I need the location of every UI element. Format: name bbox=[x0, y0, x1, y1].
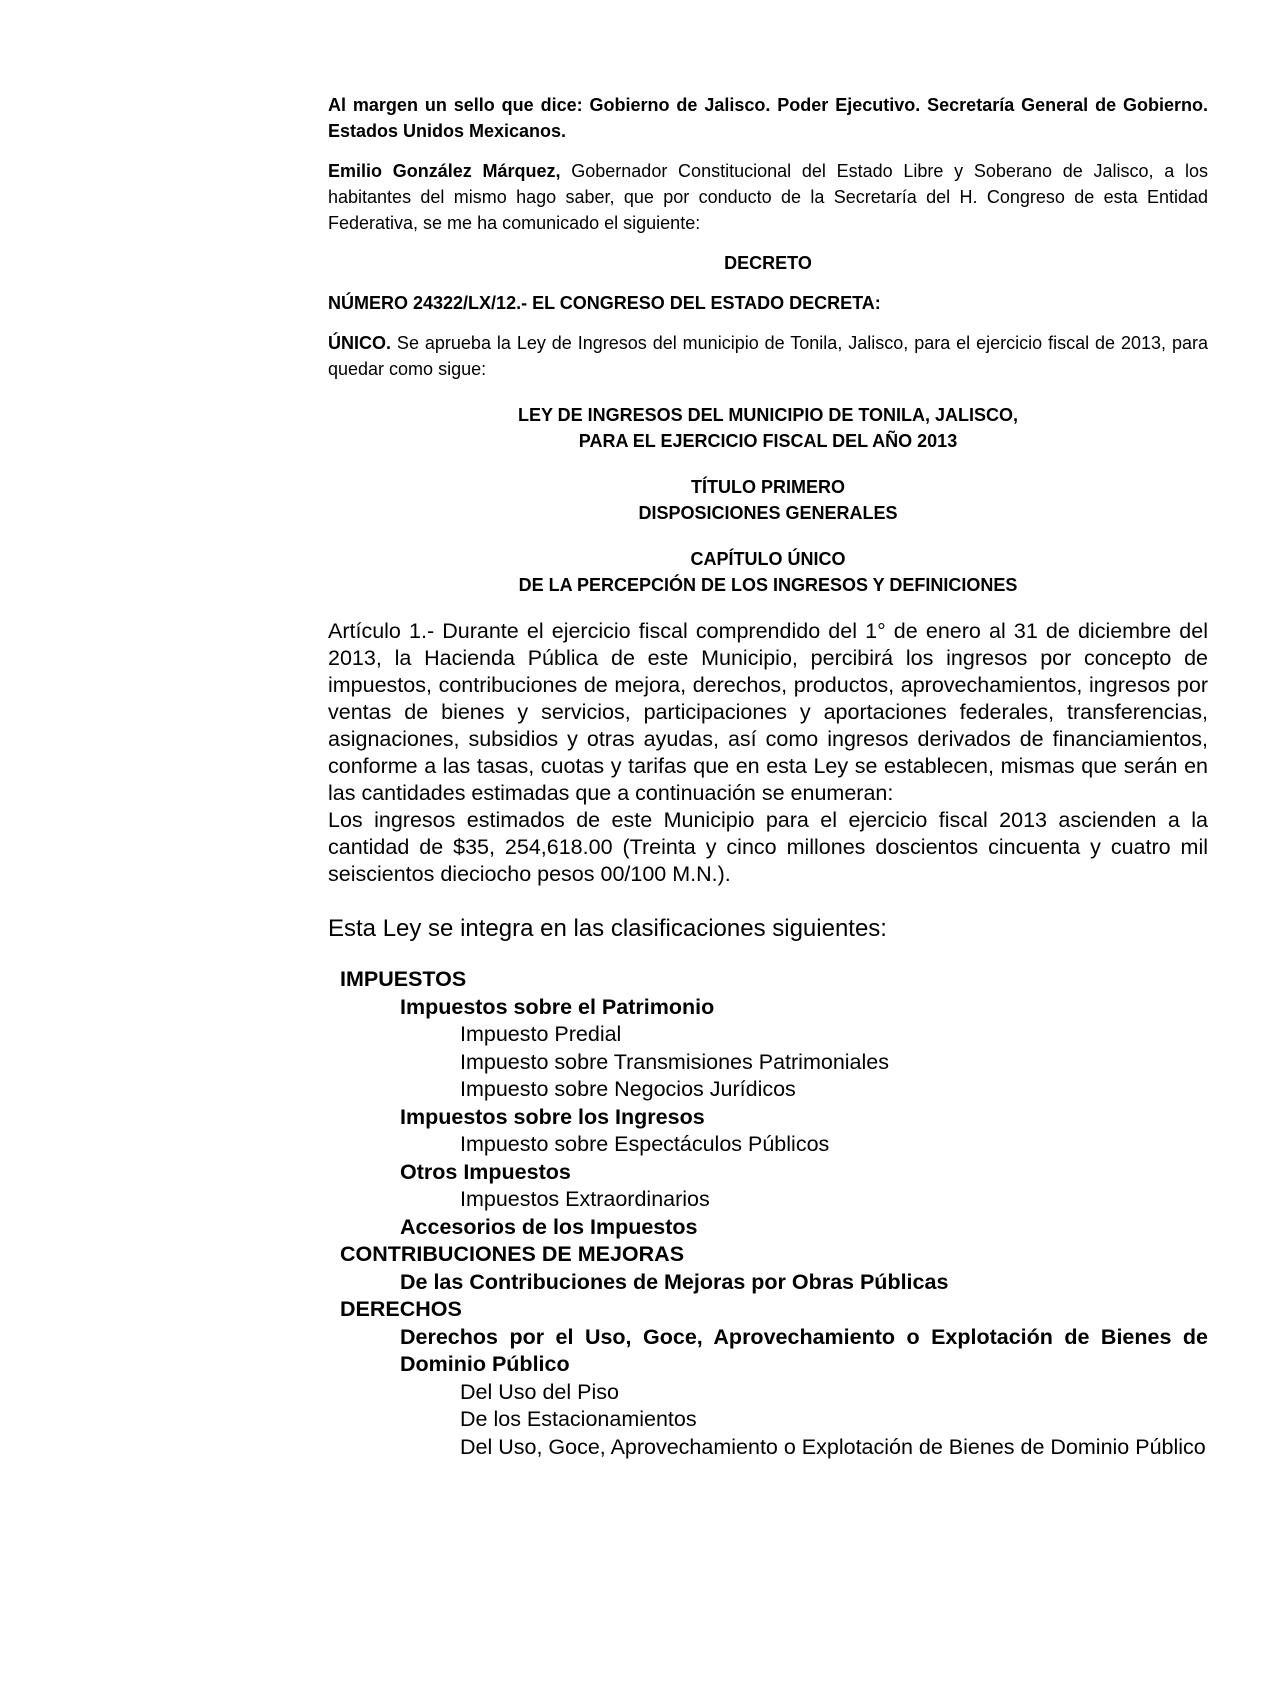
article-1-text: Artículo 1.- Durante el ejercicio fiscal comprendido del 1° de enero al 31 de diciembre del 2013, la Hacienda Pública de este Municipio, percibirá los ingresos por concepto de impuestos, contribuciones de mejora, derechos, productos, aprovechamientos, ingresos por ventas de bienes y servicios, participaciones y aportaciones federales, transferencias, asignaciones, subsidios y otras ayudas, así como ingresos derivados de financiamientos, conforme a las tasas, cuotas y tarifas que en esta Ley se establecen, mismas que serán en las cantidades estimadas que a continuación se enumeran: bbox=[328, 619, 1208, 805]
classification-item: IMPUESTOS bbox=[340, 967, 467, 991]
capitulo-heading bbox=[328, 546, 1208, 598]
document-page bbox=[328, 92, 1208, 1461]
governor-paragraph bbox=[328, 158, 1208, 236]
classification-item: Del Uso, Goce, Aprovechamiento o Explotación de Bienes de Dominio Público bbox=[460, 1434, 1206, 1459]
classification-item: Impuesto Predial bbox=[460, 1022, 622, 1046]
seal-note: Al margen un sello que dice: Gobierno de Jalisco. Poder Ejecutivo. Secretaría General de Gobierno. Estados Unidos Mexicanos. bbox=[328, 95, 1208, 141]
titulo-heading bbox=[328, 474, 1208, 526]
governor-text: Gobernador Constitucional del Estado Libre y Soberano de Jalisco, a los habitantes del mismo hago saber, que por conducto de la Secretaría del H. Congreso de esta Entidad Federativa, se me ha comunicado el siguiente: bbox=[328, 161, 1208, 233]
classification-item: Impuestos Extraordinarios bbox=[460, 1187, 710, 1211]
classification-item: Impuesto sobre Espectáculos Públicos bbox=[460, 1132, 830, 1156]
classification-item: Derechos por el Uso, Goce, Aprovechamiento o Explotación de Bienes de Dominio Público bbox=[400, 1324, 1208, 1376]
law-title-line2: PARA EL EJERCICIO FISCAL DEL AÑO 2013 bbox=[578, 431, 958, 451]
classification-item: Impuestos sobre el Patrimonio bbox=[400, 994, 715, 1019]
classification-item: DERECHOS bbox=[340, 1297, 462, 1321]
unico-paragraph bbox=[328, 330, 1208, 382]
classification-item: Accesorios de los Impuestos bbox=[400, 1214, 698, 1239]
decree-heading: DECRETO bbox=[724, 253, 812, 273]
classification-item: CONTRIBUCIONES DE MEJORAS bbox=[340, 1242, 685, 1266]
law-title bbox=[328, 402, 1208, 454]
law-title-line1: LEY DE INGRESOS DEL MUNICIPIO DE TONILA, JALISCO, bbox=[517, 405, 1019, 425]
classification-item: De las Contribuciones de Mejoras por Obras Públicas bbox=[400, 1269, 949, 1294]
titulo-line2: DISPOSICIONES GENERALES bbox=[638, 503, 898, 523]
classification-item: Impuestos sobre los Ingresos bbox=[400, 1104, 705, 1129]
unico-text: Se aprueba la Ley de Ingresos del municipio de Tonila, Jalisco, para el ejercicio fiscal de 2013, para quedar como sigue: bbox=[328, 333, 1208, 379]
titulo-line1: TÍTULO PRIMERO bbox=[691, 477, 845, 497]
classification-item: Otros Impuestos bbox=[400, 1159, 571, 1184]
classification-item: Impuesto sobre Transmisiones Patrimoniales bbox=[460, 1049, 889, 1074]
classifications-intro: Esta Ley se integra en las clasificaciones siguientes: bbox=[328, 915, 887, 942]
governor-name: Emilio González Márquez, bbox=[328, 161, 561, 181]
article-1-estimate: Los ingresos estimados de este Municipio para el ejercicio fiscal 2013 ascienden a la cantidad de $35, 254,618.00 (Treinta y cinco millones doscientos cincuenta y cuatro mil seiscientos dieciocho pesos 00/100 M.N.). bbox=[328, 808, 1208, 886]
classifications-list bbox=[328, 966, 1208, 1461]
classification-item: De los Estacionamientos bbox=[460, 1407, 697, 1431]
decree-number: NÚMERO 24322/LX/12.- EL CONGRESO DEL ESTADO DECRETA: bbox=[328, 293, 881, 313]
capitulo-line1: CAPÍTULO ÚNICO bbox=[690, 549, 846, 569]
unico-label: ÚNICO. bbox=[328, 333, 391, 353]
capitulo-line2: DE LA PERCEPCIÓN DE LOS INGRESOS Y DEFINICIONES bbox=[518, 575, 1018, 595]
classification-item: Del Uso del Piso bbox=[460, 1379, 619, 1404]
classification-item: Impuesto sobre Negocios Jurídicos bbox=[460, 1077, 796, 1101]
